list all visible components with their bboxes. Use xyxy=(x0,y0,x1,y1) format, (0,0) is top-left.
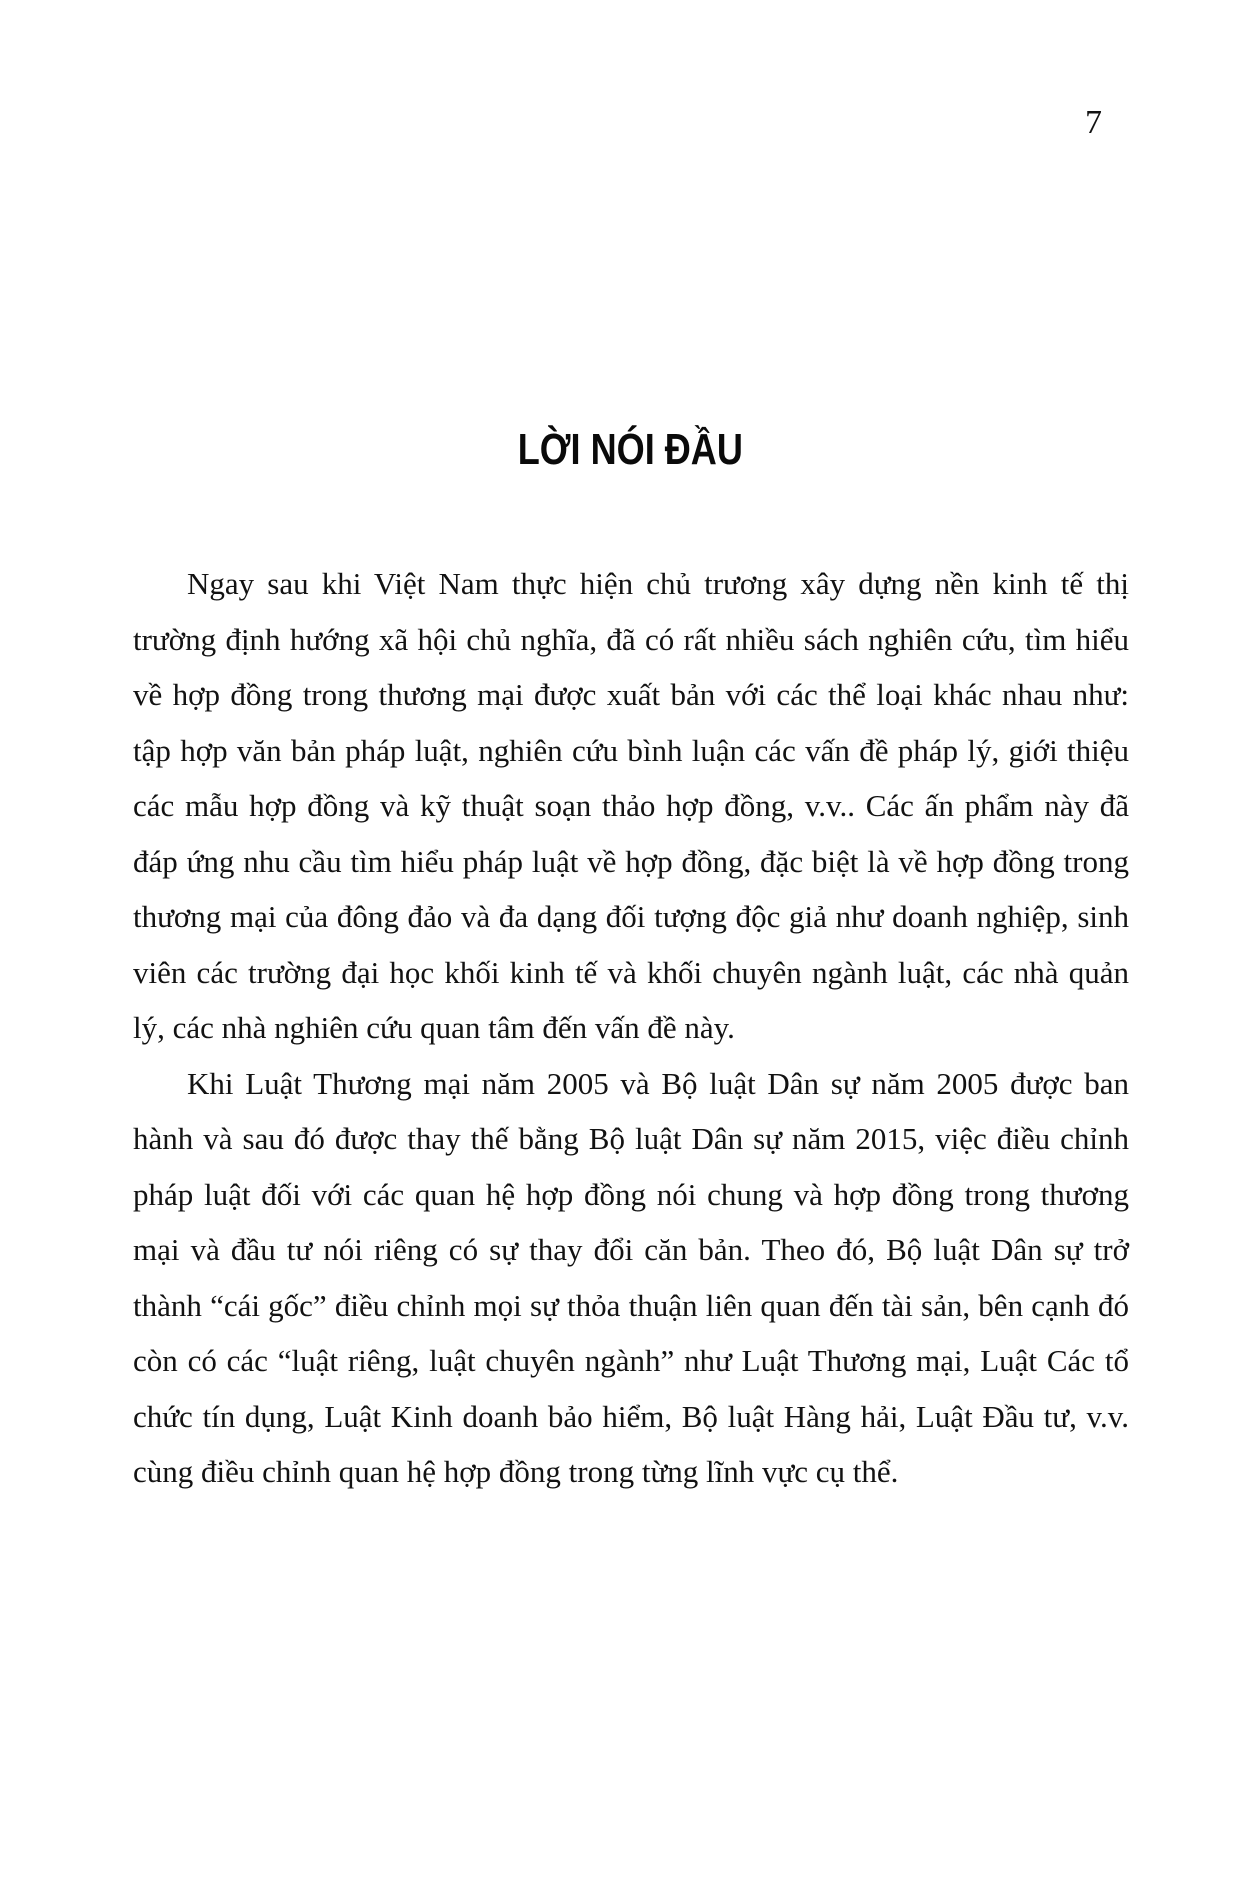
page-title: LỜI NÓI ĐẦU xyxy=(517,425,743,474)
body-text xyxy=(133,556,1129,1500)
paragraph-2: Khi Luật Thương mại năm 2005 và Bộ luật Dân sự năm 2005 được ban hành và sau đó được thay thế bằng Bộ luật Dân sự năm 2015, việc điều chỉnh pháp luật đối với các quan hệ hợp đồng nói chung và hợp đồng trong thương mại và đầu tư nói riêng có sự thay đổi căn bản. Theo đó, Bộ luật Dân sự trở thành “cái gốc” điều chỉnh mọi sự thỏa thuận liên quan đến tài sản, bên cạnh đó còn có các “luật riêng, luật chuyên ngành” như Luật Thương mại, Luật Các tổ chức tín dụng, Luật Kinh doanh bảo hiểm, Bộ luật Hàng hải, Luật Đầu tư, v.v. cùng điều chỉnh quan hệ hợp đồng trong từng lĩnh vực cụ thể. xyxy=(133,1065,1129,1489)
page-title-container xyxy=(0,425,1260,474)
paragraph-1: Ngay sau khi Việt Nam thực hiện chủ trương xây dựng nền kinh tế thị trường định hướng xã hội chủ nghĩa, đã có rất nhiều sách nghiên cứu, tìm hiểu về hợp đồng trong thương mại được xuất bản với các thể loại khác nhau như: tập hợp văn bản pháp luật, nghiên cứu bình luận các vấn đề pháp lý, giới thiệu các mẫu hợp đồng và kỹ thuật soạn thảo hợp đồng, v.v.. Các ấn phẩm này đã đáp ứng nhu cầu tìm hiểu pháp luật về hợp đồng, đặc biệt là về hợp đồng trong thương mại của đông đảo và đa dạng đối tượng độc giả như doanh nghiệp, sinh viên các trường đại học khối kinh tế và khối chuyên ngành luật, các nhà quản lý, các nhà nghiên cứu quan tâm đến vấn đề này. xyxy=(133,566,1129,1045)
page-number: 7 xyxy=(1085,104,1102,141)
